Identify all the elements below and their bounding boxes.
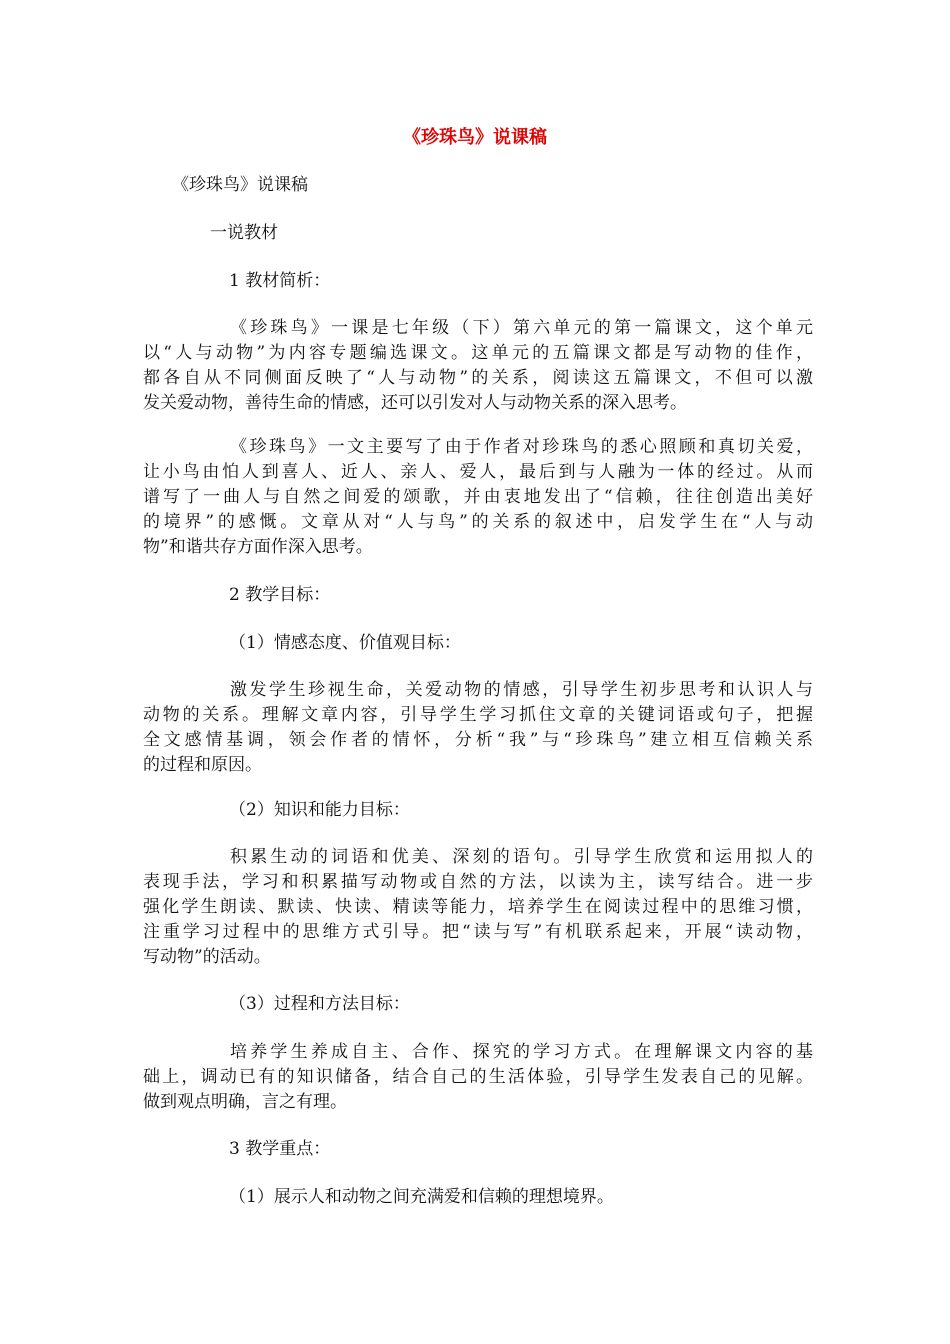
paragraph-line: 激发学生珍视生命，关爱动物的情感，引导学生初步思考和认识人与 xyxy=(230,680,813,700)
paragraph-emotion-values xyxy=(143,678,813,778)
goal-heading-knowledge-ability: （2）知识和能力目标： xyxy=(229,800,410,820)
document-title: 《珍珠鸟》说课稿 xyxy=(403,127,547,148)
paragraph-line: 物”和谐共存方面作深入思考。 xyxy=(143,537,373,557)
paragraph-line: 写动物”的活动。 xyxy=(143,947,271,967)
item-heading-teaching-goals: 2 教学目标： xyxy=(229,585,331,605)
paragraph-line: 动物的关系。理解文章内容，引导学生学习抓住文章的关键词语或句子，把握 xyxy=(143,705,813,725)
paragraph-material-analysis-2 xyxy=(143,435,813,560)
paragraph-process-method xyxy=(143,1040,813,1115)
paragraph-line: 以“人与动物”为内容专题编选课文。这单元的五篇课文都是写动物的佳作， xyxy=(143,343,813,363)
paragraph-line: 让小鸟由怕人到喜人、近人、亲人、爱人，最后到与人融为一体的经过。从而 xyxy=(143,462,813,482)
paragraph-line: 发关爱动物，善待生命的情感，还可以引发对人与动物关系的深入思考。 xyxy=(143,393,687,413)
paragraph-line: 做到观点明确，言之有理。 xyxy=(143,1092,347,1112)
goal-heading-emotion-values: （1）情感态度、价值观目标： xyxy=(229,633,461,653)
paragraph-line: 的过程和原因。 xyxy=(143,755,262,775)
paragraph-line: 的境界”的感慨。文章从对“人与鸟”的关系的叙述中，启发学生在“人与动 xyxy=(143,512,813,532)
paragraph-line: 积累生动的词语和优美、深刻的语句。引导学生欣赏和运用拟人的 xyxy=(230,847,813,867)
paragraph-line: 都各自从不同侧面反映了“人与动物”的关系，阅读这五篇课文，不但可以激 xyxy=(143,368,813,388)
paragraph-material-analysis-1 xyxy=(143,316,813,416)
paragraph-line: 谱写了一曲人与自然之间爱的颂歌，并由衷地发出了“信赖，往往创造出美好 xyxy=(143,487,813,507)
paragraph-knowledge-ability xyxy=(143,845,813,970)
section-heading-teaching-material: 一说教材 xyxy=(210,223,278,243)
document-subtitle: 《珍珠鸟》说课稿 xyxy=(172,175,308,195)
paragraph-line: 注重学习过程中的思维方式引导。把“读与写”有机联系起来，开展“读动物， xyxy=(143,922,813,942)
paragraph-line: 《珍珠鸟》一课是七年级（下）第六单元的第一篇课文，这个单元 xyxy=(230,318,813,338)
item-heading-material-analysis: 1 教材简析： xyxy=(229,271,331,291)
paragraph-line: 表现手法，学习和积累描写动物或自然的方法，以读为主，读写结合。进一步 xyxy=(143,872,813,892)
goal-heading-process-method: （3）过程和方法目标： xyxy=(229,994,410,1014)
item-heading-teaching-focus: 3 教学重点： xyxy=(229,1139,331,1159)
paragraph-line: 培养学生养成自主、合作、探究的学习方式。在理解课文内容的基 xyxy=(230,1042,813,1062)
paragraph-line: 《珍珠鸟》一文主要写了由于作者对珍珠鸟的悉心照顾和真切关爱， xyxy=(230,437,813,457)
paragraph-line: 础上，调动已有的知识储备，结合自己的生活体验，引导学生发表自己的见解。 xyxy=(143,1067,813,1087)
paragraph-line: 强化学生朗读、默读、快读、精读等能力，培养学生在阅读过程中的思维习惯， xyxy=(143,897,813,917)
paragraph-line: 全文感情基调，领会作者的情怀，分析“我”与“珍珠鸟”建立相互信赖关系 xyxy=(143,730,813,750)
focus-item-1: （1）展示人和动物之间充满爱和信赖的理想境界。 xyxy=(229,1187,614,1207)
